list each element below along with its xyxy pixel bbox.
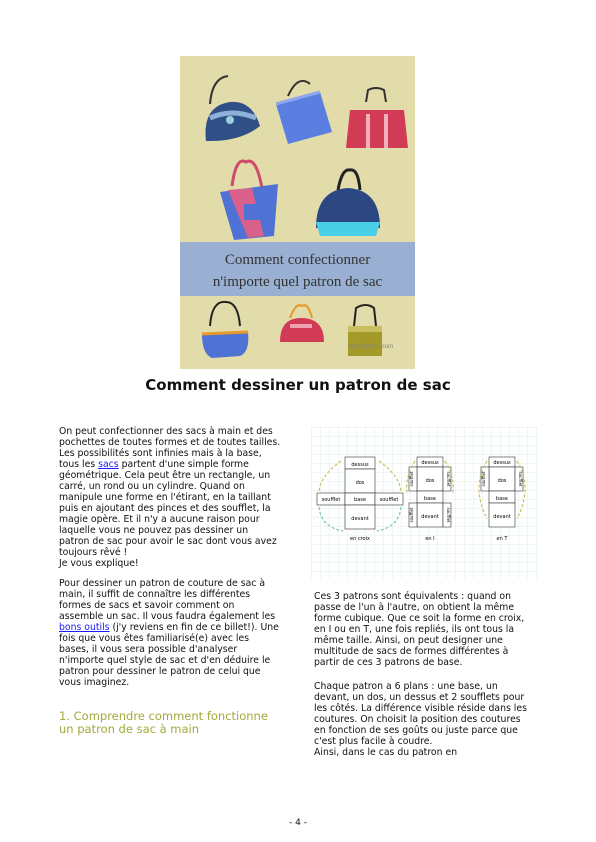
page-number: - 4 - <box>289 818 307 828</box>
intro-text-cont: partent d'une simple forme géométrique. Cela peut être un rectangle, un carré, un rond ou un cylindre. Quand on manipule une forme en l'étirant, en la taillant puis en ajoutant des pinces et des soufflet, la magie opère. Et il n'y a aucune raison pour laquelle vous ne pouvez pas dessiner un patron de sac pour avoir le sac dont vous avez toujours rêvé ! <box>59 459 277 558</box>
label-devant: devant <box>351 516 369 522</box>
tools-text: Pour dessiner un patron de couture de sac à main, il suffit de connaître les différentes formes de sacs et savoir comment on assemble un sac. Il vous faudra également les <box>59 578 276 622</box>
six-planes-paragraph <box>314 681 534 758</box>
label-soufflet: soufflet <box>409 471 414 487</box>
label-soufflet: soufflet <box>409 507 414 523</box>
intro-text: On peut confectionner des sacs à main et des pochettes de toutes formes et de toutes tailles. Les possibilités sont infinies mais à la base, tous les <box>59 426 281 470</box>
cover-illustration <box>180 56 415 369</box>
section-heading: 1. Comprendre comment fonctionne un patron de sac à main <box>59 709 268 736</box>
label-soufflet: soufflet <box>446 471 451 487</box>
label-soufflet: soufflet <box>518 471 523 487</box>
pattern-diagram <box>311 427 538 579</box>
tools-paragraph <box>59 578 281 688</box>
intro-paragraph <box>59 426 281 569</box>
page-title: Comment dessiner un patron de sac <box>145 376 451 394</box>
cover-title-line2: n'importe quel patron de sac <box>212 274 383 290</box>
six-planes-text: Chaque patron a 6 plans : une base, un devant, un dos, un dessus et 2 soufflets pour les côtés. La différence visible réside dans les coutures. On choisit la position des coutures en fonction de ses goûts ou juste parce que c'est plus facile à coudre. <box>314 681 527 747</box>
caption-cross: en croix <box>350 536 370 542</box>
label-soufflet: soufflet <box>446 507 451 523</box>
label-base: base <box>496 496 508 502</box>
cover-watermark: @petitcitron.com <box>348 344 394 350</box>
label-soufflet: soufflet <box>481 471 486 487</box>
label-dessus: dessus <box>493 460 511 466</box>
label-devant: devant <box>493 514 511 520</box>
bons-outils-link[interactable]: bons outils <box>59 622 110 633</box>
left-column <box>59 426 281 736</box>
label-devant: devant <box>421 514 439 520</box>
label-dos: dos <box>425 478 435 484</box>
tools-text-cont: (j'y reviens en fin de ce billet!). Une fois que vous êtes familiarisé(e) avec les bases, il vous sera possible d'analyser n'importe quel style de sac et d'en déduire le patron pour dessiner le patron de celui que vous imaginez. <box>59 622 279 688</box>
intro-closing: Je vous explique! <box>59 558 139 569</box>
equivalence-paragraph: Ces 3 patrons sont équivalents : quand on passe de l'un à l'autre, on obtient la même forme cubique. Que ce soit la forme en croix, en I ou en T, une fois repliés, ils ont tous la même taille. Ainsi, on peut designer une multitude de sacs de formes différentes à partir de ces 3 patrons de base. <box>314 591 525 668</box>
label-soufflet: soufflet <box>321 497 341 503</box>
label-dos: dos <box>497 478 507 484</box>
cover-title-line1: Comment confectionner <box>224 252 371 268</box>
label-base: base <box>424 496 436 502</box>
label-soufflet: soufflet <box>379 497 399 503</box>
sacs-link[interactable]: sacs <box>98 459 119 470</box>
caption-t: en T <box>496 536 508 542</box>
continuation-text: Ainsi, dans le cas du patron en <box>314 747 458 758</box>
caption-i: en I <box>425 536 435 542</box>
label-dos: dos <box>355 480 365 486</box>
label-dessus: dessus <box>421 460 439 466</box>
right-column <box>314 591 534 767</box>
label-dessus: dessus <box>351 462 369 468</box>
label-base: base <box>354 497 366 503</box>
